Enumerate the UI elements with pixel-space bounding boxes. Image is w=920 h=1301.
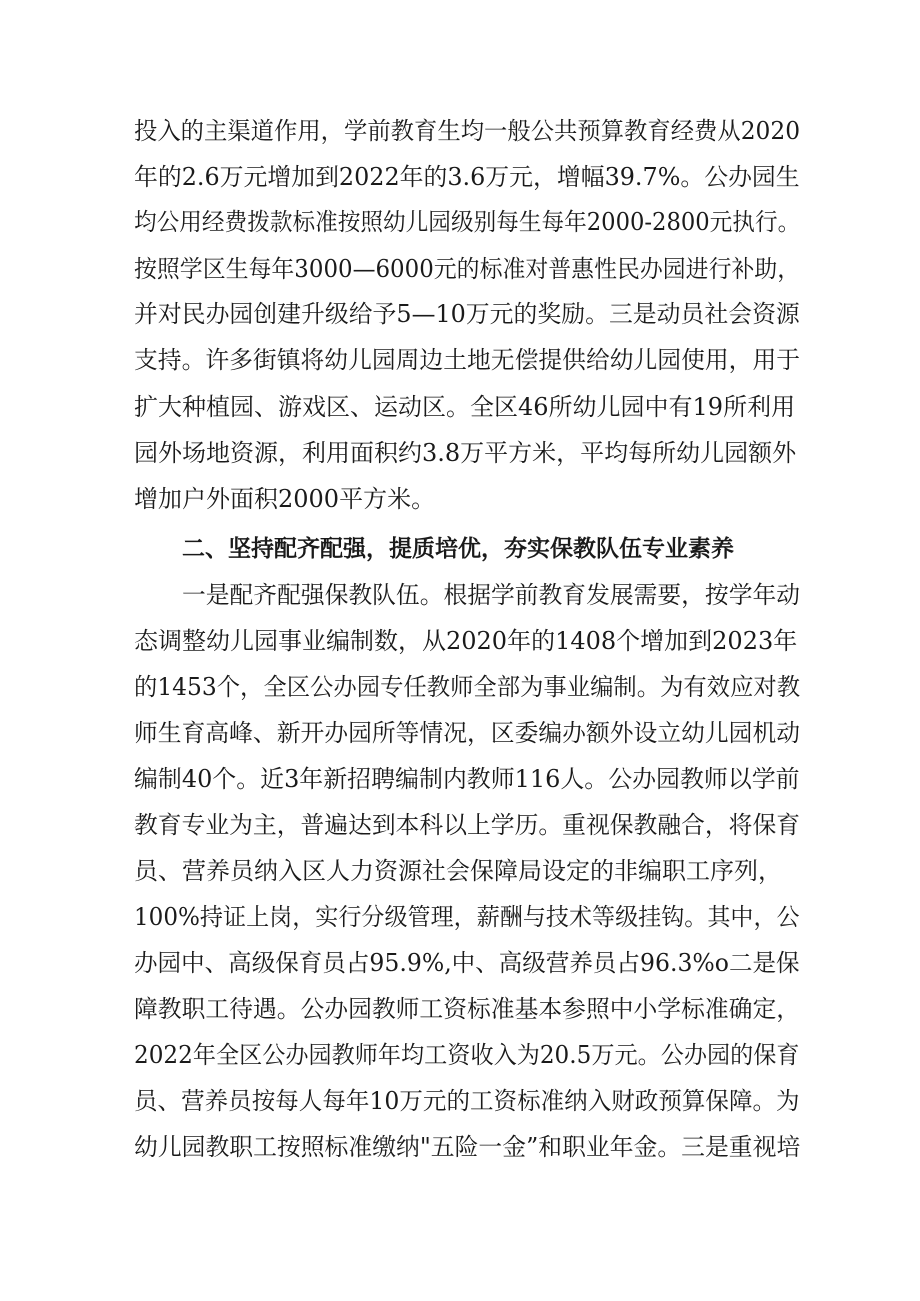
paragraph2-line-7: 员、营养员纳入区人力资源社会保障局设定的非编职工序列，: [134, 857, 782, 885]
paragraph2-line-12: 员、营养员按每人每年10万元的工资标准纳入财政预算保障。为: [134, 1087, 800, 1115]
paragraph1-line-4: 按照学区生每年3000—6000元的标准对普惠性民办园进行补助，: [134, 255, 801, 283]
section-heading: 二、坚持配齐配强，提质培优，夯实保教队伍专业素养: [182, 536, 734, 562]
paragraph2-line-9: 办园中、高级保育员占95.9%,中、高级营养员占96.3%o二是保: [134, 949, 800, 977]
paragraph1-line-2: 年的2.6万元增加到2022年的3.6万元，增幅39.7%。公办园生: [134, 163, 800, 191]
paragraph2-line-13: 幼儿园教职工按照标准缴纳"五险一金”和职业年金。三是重视培: [134, 1133, 801, 1161]
paragraph1-line-7: 扩大种植园、游戏区、运动区。全区46所幼儿园中有19所利用: [134, 393, 796, 421]
paragraph2-line-3: 的1453个，全区公办园专任教师全部为事业编制。为有效应对教: [134, 673, 801, 701]
paragraph2-line-2: 态调整幼儿园事业编制数，从2020年的1408个增加到2023年: [134, 627, 798, 655]
paragraph2-line-1: 一是配齐配强保教队伍。根据学前教育发展需要，按学年动: [182, 581, 801, 609]
paragraph1-line-6: 支持。许多街镇将幼儿园周边土地无偿提供给幼儿园使用，用于: [134, 346, 801, 374]
paragraph1-line-9: 增加户外面积2000平方米。: [134, 485, 436, 513]
paragraph1-line-8: 园外场地资源，利用面积约3.8万平方米，平均每所幼儿园额外: [134, 439, 797, 467]
paragraph2-line-6: 教育专业为主，普遍达到本科以上学历。重视保教融合，将保育: [134, 811, 801, 839]
paragraph1-line-3: 均公用经费拨款标准按照幼儿园级别每生每年2000-2800元执行。: [134, 208, 801, 236]
paragraph2-line-8: 100%持证上岗，实行分级管理，薪酬与技术等级挂钩。其中，公: [134, 903, 800, 931]
paragraph2-line-5: 编制40个。近3年新招聘编制内教师116人。公办园教师以学前: [134, 765, 800, 793]
paragraph2-line-10: 障教职工待遇。公办园教师工资标准基本参照中小学标准确定，: [134, 995, 801, 1023]
paragraph2-line-11: 2022年全区公办园教师年均工资收入为20.5万元。公办园的保育: [134, 1041, 800, 1069]
paragraph2-line-4: 师生育高峰、新开办园所等情况，区委编办额外设立幼儿园机动: [134, 719, 801, 747]
paragraph1-line-1: 投入的主渠道作用，学前教育生均一般公共预算教育经费从2020: [134, 117, 801, 145]
paragraph1-line-5: 并对民办园创建升级给予5—10万元的奖励。三是动员社会资源: [134, 300, 800, 328]
